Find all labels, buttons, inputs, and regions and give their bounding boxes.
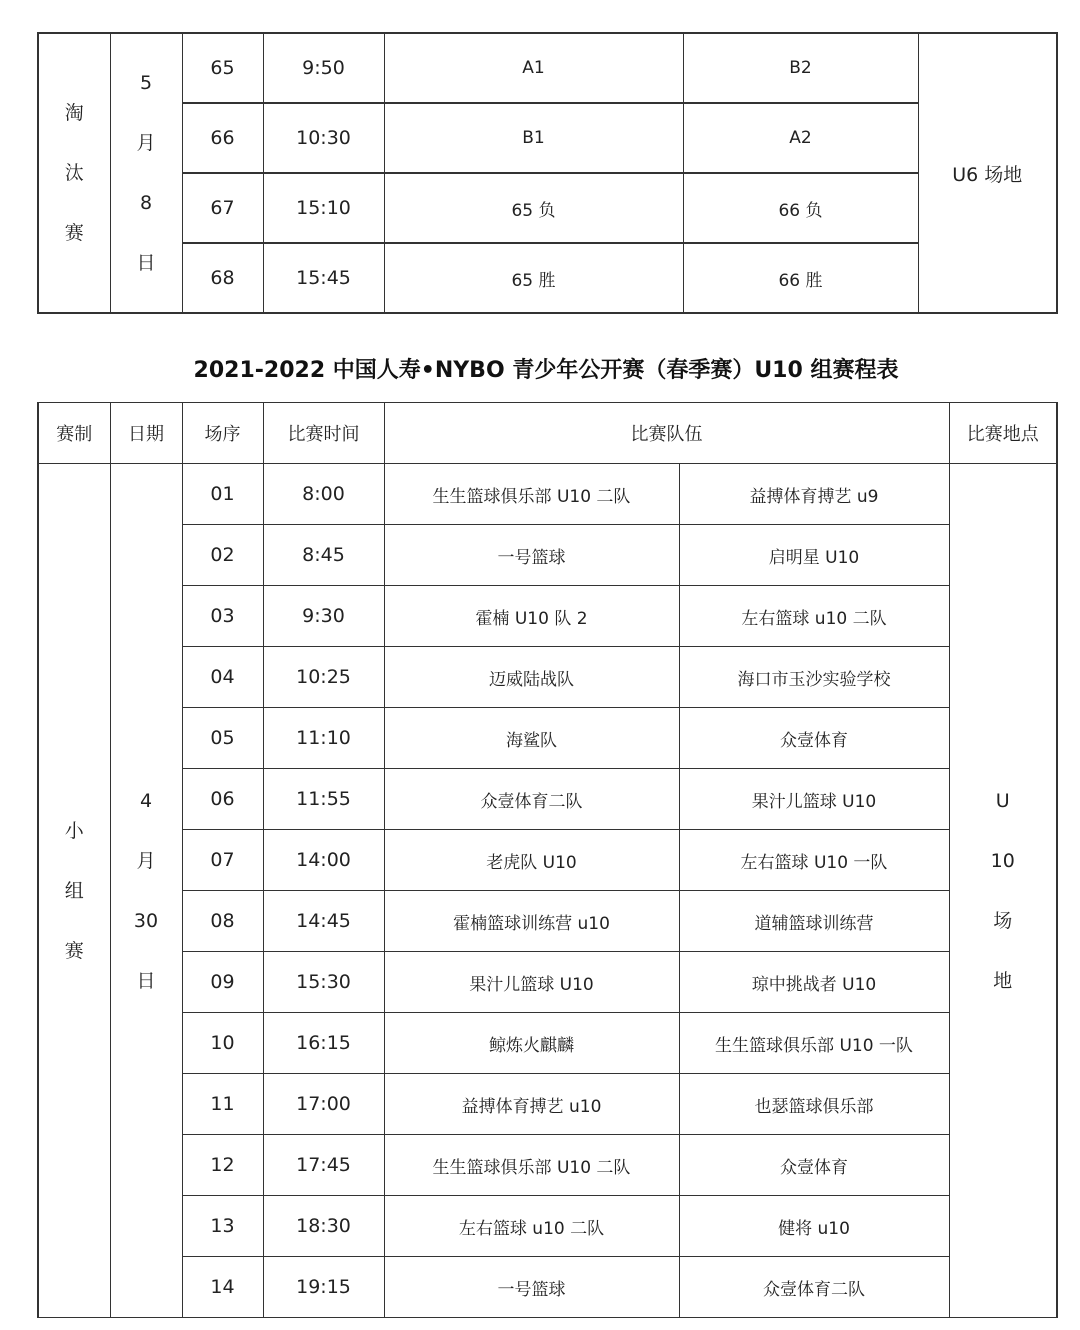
- match-number: 04: [182, 647, 263, 708]
- group-row: [38, 1196, 1057, 1257]
- match-time: 17:00: [263, 1074, 384, 1135]
- match-time: 15:10: [263, 173, 384, 243]
- match-time: 19:15: [263, 1257, 384, 1318]
- away-team: 道辅篮球训练营: [679, 891, 949, 952]
- knockout-row: [38, 103, 1057, 173]
- knockout-stage-cell-char: 淘: [64, 102, 84, 124]
- away-team: 海口市玉沙实验学校: [679, 647, 949, 708]
- home-team: 众壹体育二队: [384, 769, 679, 830]
- home-team: 一号篮球: [384, 525, 679, 586]
- match-number: 68: [182, 243, 263, 313]
- group-venue-cell-char: U: [995, 789, 1010, 812]
- home-team: 生生篮球俱乐部 U10 二队: [384, 464, 679, 525]
- home-team: 老虎队 U10: [384, 830, 679, 891]
- match-time: 14:00: [263, 830, 384, 891]
- match-time: 15:30: [263, 952, 384, 1013]
- match-time: 9:30: [263, 586, 384, 647]
- away-team: 琼中挑战者 U10: [679, 952, 949, 1013]
- away-team: 启明星 U10: [679, 525, 949, 586]
- away-team: 众壹体育二队: [679, 1257, 949, 1318]
- home-team: 65 胜: [384, 243, 683, 313]
- knockout-venue-cell: U6 场地: [918, 33, 1057, 313]
- match-time: 16:15: [263, 1013, 384, 1074]
- match-time: 11:55: [263, 769, 384, 830]
- home-team: 65 负: [384, 173, 683, 243]
- header-format: 赛制: [38, 403, 110, 464]
- match-time: 9:50: [263, 33, 384, 103]
- group-date-cell-char: 月: [136, 849, 156, 872]
- group-date-cell-char: 4: [139, 789, 153, 812]
- group-row: [38, 1257, 1057, 1318]
- match-time: 15:45: [263, 243, 384, 313]
- group-venue-cell-char: 10: [990, 849, 1015, 872]
- away-team: 左右篮球 U10 一队: [679, 830, 949, 891]
- match-number: 67: [182, 173, 263, 243]
- match-number: 03: [182, 586, 263, 647]
- knockout-row: [38, 173, 1057, 243]
- knockout-date-cell-char: 日: [136, 252, 156, 274]
- knockout-row: [38, 243, 1057, 313]
- away-team: 也瑟篮球俱乐部: [679, 1074, 949, 1135]
- group-venue-cell-char: 场: [993, 909, 1013, 932]
- match-time: 18:30: [263, 1196, 384, 1257]
- home-team: 海鲨队: [384, 708, 679, 769]
- home-team: B1: [384, 103, 683, 173]
- group-stage-cell-char: 组: [64, 879, 84, 902]
- schedule-title: 2021-2022 中国人寿•NYBO 青少年公开赛（春季赛）U10 组赛程表: [193, 358, 899, 383]
- group-stage-cell-char: 赛: [64, 939, 84, 962]
- knockout-date-cell-char: 8: [139, 192, 153, 214]
- home-team: 左右篮球 u10 二队: [384, 1196, 679, 1257]
- match-number: 08: [182, 891, 263, 952]
- match-number: 02: [182, 525, 263, 586]
- match-number: 66: [182, 103, 263, 173]
- group-stage-cell: [38, 464, 110, 1318]
- group-row: [38, 647, 1057, 708]
- group-row: [38, 708, 1057, 769]
- knockout-row: [38, 33, 1057, 103]
- match-time: 14:45: [263, 891, 384, 952]
- knockout-stage-cell-char: 赛: [64, 222, 84, 244]
- group-row: [38, 830, 1057, 891]
- match-time: 8:45: [263, 525, 384, 586]
- group-row: [38, 1074, 1057, 1135]
- away-team: 健将 u10: [679, 1196, 949, 1257]
- header-order: 场序: [182, 403, 263, 464]
- knockout-date-cell: [110, 33, 182, 313]
- match-time: 11:10: [263, 708, 384, 769]
- match-number: 07: [182, 830, 263, 891]
- match-number: 11: [182, 1074, 263, 1135]
- home-team: 霍楠篮球训练营 u10: [384, 891, 679, 952]
- away-team: 众壹体育: [679, 1135, 949, 1196]
- knockout-date-cell-char: 5: [139, 72, 153, 94]
- group-schedule-table: [37, 402, 1058, 1318]
- home-team: 果汁儿篮球 U10: [384, 952, 679, 1013]
- group-row: [38, 769, 1057, 830]
- away-team: 左右篮球 u10 二队: [679, 586, 949, 647]
- group-date-cell: [110, 464, 182, 1318]
- match-number: 13: [182, 1196, 263, 1257]
- group-date-cell-char: 30: [133, 909, 159, 932]
- header-row: [38, 403, 1057, 464]
- match-number: 01: [182, 464, 263, 525]
- header-date: 日期: [110, 403, 182, 464]
- header-time: 比赛时间: [263, 403, 384, 464]
- away-team: 果汁儿篮球 U10: [679, 769, 949, 830]
- header-teams: 比赛队伍: [384, 403, 949, 464]
- match-number: 12: [182, 1135, 263, 1196]
- home-team: 迈威陆战队: [384, 647, 679, 708]
- match-number: 05: [182, 708, 263, 769]
- home-team: A1: [384, 33, 683, 103]
- group-row: [38, 1013, 1057, 1074]
- header-venue: 比赛地点: [949, 403, 1057, 464]
- knockout-stage-cell-char: 汰: [64, 162, 84, 184]
- group-date-cell-char: 日: [136, 969, 156, 992]
- match-number: 09: [182, 952, 263, 1013]
- group-venue-cell: [949, 464, 1057, 1318]
- knockout-schedule-table: [37, 32, 1058, 314]
- away-team: 益搏体育搏艺 u9: [679, 464, 949, 525]
- group-row: [38, 952, 1057, 1013]
- home-team: 益搏体育搏艺 u10: [384, 1074, 679, 1135]
- home-team: 鲸炼火麒麟: [384, 1013, 679, 1074]
- away-team: 众壹体育: [679, 708, 949, 769]
- home-team: 一号篮球: [384, 1257, 679, 1318]
- match-number: 14: [182, 1257, 263, 1318]
- home-team: 霍楠 U10 队 2: [384, 586, 679, 647]
- away-team: 生生篮球俱乐部 U10 一队: [679, 1013, 949, 1074]
- match-number: 65: [182, 33, 263, 103]
- match-time: 17:45: [263, 1135, 384, 1196]
- knockout-stage-cell: [38, 33, 110, 313]
- away-team: B2: [683, 33, 918, 103]
- away-team: A2: [683, 103, 918, 173]
- group-row: [38, 525, 1057, 586]
- group-row: [38, 891, 1057, 952]
- group-row: [38, 586, 1057, 647]
- group-row: [38, 1135, 1057, 1196]
- knockout-date-cell-char: 月: [136, 132, 156, 154]
- away-team: 66 负: [683, 173, 918, 243]
- group-stage-cell-char: 小: [64, 819, 84, 842]
- away-team: 66 胜: [683, 243, 918, 313]
- match-time: 10:30: [263, 103, 384, 173]
- match-time: 10:25: [263, 647, 384, 708]
- group-row: [38, 464, 1057, 525]
- home-team: 生生篮球俱乐部 U10 二队: [384, 1135, 679, 1196]
- match-number: 06: [182, 769, 263, 830]
- group-venue-cell-char: 地: [993, 969, 1013, 992]
- match-time: 8:00: [263, 464, 384, 525]
- match-number: 10: [182, 1013, 263, 1074]
